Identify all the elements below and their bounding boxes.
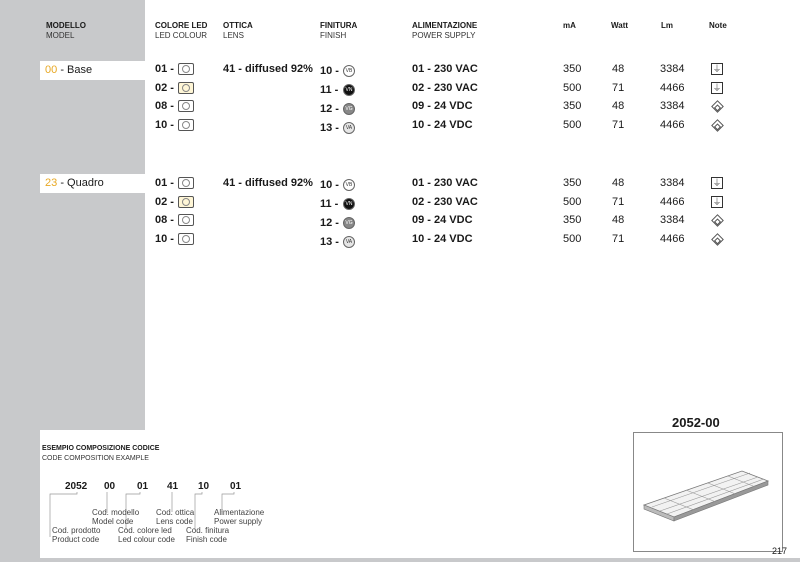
page-number: 217: [772, 546, 788, 556]
led-colour-code: 02 -: [155, 195, 174, 208]
led-colour-code: 10 -: [155, 118, 174, 131]
led-colour-swatch: [178, 119, 194, 131]
led-colour-swatch: [178, 196, 194, 208]
led-colour-code: 01 -: [155, 63, 174, 75]
power-supply: 09 - 24 VDC: [412, 214, 473, 226]
header-ma: [563, 21, 576, 31]
power-watt: 48: [612, 100, 625, 112]
header-optics: [223, 21, 253, 41]
double-insulation-icon: [711, 100, 724, 113]
code-part-label: Lens code: [156, 517, 193, 526]
header-model-it: MODELLO: [46, 21, 86, 30]
led-colour-swatch: [178, 214, 194, 226]
led-colour-code: 10 -: [155, 232, 174, 245]
finish-code: 11 -: [320, 84, 339, 97]
header-power: [412, 21, 477, 41]
lumen: 3384: [660, 100, 685, 112]
double-insulation-icon: [711, 119, 724, 132]
left-sidebar-lower: [0, 430, 40, 562]
header-finish: [320, 21, 357, 41]
optic-lens: 41 - diffused 92%: [223, 177, 313, 189]
current-ma: 500: [563, 81, 582, 94]
finish-code: 10 -: [320, 179, 339, 191]
header-optics-en: LENS: [223, 31, 244, 40]
code-part-label: Led colour code: [118, 535, 175, 544]
current-ma: 350: [563, 100, 582, 112]
header-note-label: Note: [709, 21, 727, 30]
led-colour-code: 01 -: [155, 177, 174, 189]
led-colour-swatch: [178, 233, 194, 245]
product-code-label: 2052-00: [672, 415, 720, 430]
header-watt: [611, 21, 628, 31]
finish-swatch-icon: VG: [343, 217, 355, 229]
led-colour-code: 02 -: [155, 81, 174, 94]
product-image: [633, 432, 783, 552]
model-code: 23: [45, 177, 58, 189]
earth-symbol-icon: [711, 82, 723, 94]
earth-symbol-icon: [711, 196, 723, 208]
header-lm-label: Lm: [661, 21, 673, 30]
power-supply: 01 - 230 VAC: [412, 177, 478, 189]
header-note: [709, 21, 727, 31]
finish-code: 12 -: [320, 217, 339, 230]
power-supply: 02 - 230 VAC: [412, 195, 478, 208]
finish-swatch-icon: VB: [343, 65, 355, 77]
code-part-label: Alimentazione: [214, 508, 265, 517]
header-finish-it: FINITURA: [320, 21, 358, 30]
optic-lens: 41 - diffused 92%: [223, 63, 313, 75]
code-part-label: Model code: [92, 517, 134, 526]
code-example-title-it: ESEMPIO COMPOSIZIONE CODICE: [42, 445, 160, 452]
lumen: 4466: [660, 81, 685, 94]
lumen: 3384: [660, 214, 685, 226]
code-part-label: Cod. modello: [92, 508, 140, 517]
current-ma: 500: [563, 232, 582, 245]
model-name: - Quadro: [60, 177, 104, 189]
power-watt: 48: [612, 63, 625, 75]
current-ma: 350: [563, 177, 582, 189]
led-colour-swatch: [178, 82, 194, 94]
current-ma: 350: [563, 63, 582, 75]
model-row-quadro: [40, 174, 145, 193]
led-colour-swatch: [178, 63, 194, 75]
code-example-title: [42, 444, 159, 464]
bottom-band: [0, 558, 800, 562]
header-power-en: POWER SUPPLY: [412, 31, 476, 40]
finish-code: 13 -: [320, 236, 339, 249]
double-insulation-icon: [711, 214, 724, 227]
power-supply: 02 - 230 VAC: [412, 81, 478, 94]
model-name: - Base: [60, 64, 93, 76]
power-supply: 09 - 24 VDC: [412, 100, 473, 112]
header-led-colour: [155, 21, 207, 41]
led-colour-swatch: [178, 177, 194, 189]
header-model-en: MODEL: [46, 31, 75, 40]
led-colour-swatch: [178, 100, 194, 112]
lumen: 4466: [660, 232, 685, 245]
finish-swatch-icon: VN: [343, 198, 355, 210]
power-watt: 48: [612, 177, 625, 189]
code-part: 10: [198, 481, 210, 492]
current-ma: 500: [563, 195, 582, 208]
lumen: 4466: [660, 118, 685, 131]
code-part-label: Cod. colore led: [118, 526, 172, 535]
header-power-it: ALIMENTAZIONE: [412, 21, 478, 30]
code-part-label: Power supply: [214, 517, 263, 526]
code-part: 2052: [65, 481, 88, 492]
code-part-label: Product code: [52, 535, 100, 544]
power-supply: 10 - 24 VDC: [412, 118, 473, 131]
lumen: 3384: [660, 63, 685, 75]
power-watt: 71: [612, 232, 625, 245]
power-watt: 71: [612, 81, 625, 94]
finish-swatch-icon: VA: [343, 122, 355, 134]
code-example-title-en: CODE COMPOSITION EXAMPLE: [42, 455, 149, 462]
header-watt-label: Watt: [611, 21, 629, 30]
header-lm: [661, 21, 673, 31]
lumen: 3384: [660, 177, 685, 189]
led-colour-code: 08 -: [155, 100, 174, 112]
model-code: 00: [45, 64, 58, 76]
code-part: 01: [137, 481, 149, 492]
led-colour-code: 08 -: [155, 214, 174, 226]
header-ma-label: mA: [563, 21, 576, 30]
header-led-en: LED COLOUR: [155, 31, 208, 40]
finish-swatch-icon: VN: [343, 84, 355, 96]
code-part: 00: [104, 481, 116, 492]
power-watt: 71: [612, 118, 625, 131]
earth-symbol-icon: [711, 177, 723, 189]
code-part-label: Finish code: [186, 535, 227, 544]
finish-code: 12 -: [320, 103, 339, 116]
current-ma: 500: [563, 118, 582, 131]
header-finish-en: FINISH: [320, 31, 347, 40]
current-ma: 350: [563, 214, 582, 226]
power-supply: 01 - 230 VAC: [412, 63, 478, 75]
finish-swatch-icon: VA: [343, 236, 355, 248]
header-optics-it: OTTICA: [223, 21, 253, 30]
header-model: [46, 21, 86, 41]
double-insulation-icon: [711, 233, 724, 246]
model-row-base: [40, 61, 145, 80]
finish-code: 13 -: [320, 122, 339, 135]
code-part-label: Cod. ottica: [156, 508, 195, 517]
power-watt: 71: [612, 195, 625, 208]
code-part-label: Cod. prodotto: [52, 526, 101, 535]
product-illustration: [634, 433, 782, 551]
power-watt: 48: [612, 214, 625, 226]
finish-code: 11 -: [320, 198, 339, 211]
code-part: 41: [167, 481, 179, 492]
header-led-it: COLORE LED: [155, 21, 208, 30]
connector-finish: [195, 492, 202, 530]
finish-swatch-icon: VB: [343, 179, 355, 191]
power-supply: 10 - 24 VDC: [412, 232, 473, 245]
code-part: 01: [230, 481, 242, 492]
finish-swatch-icon: VG: [343, 103, 355, 115]
lumen: 4466: [660, 195, 685, 208]
code-part-label: Cod. finitura: [186, 526, 230, 535]
finish-code: 10 -: [320, 65, 339, 77]
earth-symbol-icon: [711, 63, 723, 75]
